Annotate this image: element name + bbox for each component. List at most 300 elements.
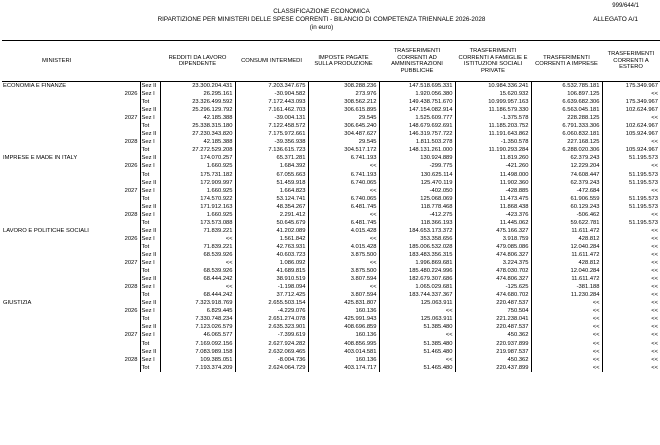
ministry-name: GIUSTIZIA: [3, 300, 32, 307]
table-row: [2, 171, 660, 179]
section-cell: Sez I: [140, 138, 160, 146]
trasf-fam-value: 3.918.759: [455, 235, 531, 243]
year-cell: 2027: [124, 332, 138, 339]
consumi-value: 2.651.274.078: [235, 315, 308, 323]
year-cell: [116, 195, 140, 203]
table-row: [2, 323, 660, 331]
imposte-value: 4.015.428: [308, 243, 379, 251]
section-cell: Sez I: [140, 90, 160, 98]
ministry-name: [2, 356, 116, 364]
trasf-est-value: <<: [651, 340, 658, 347]
ministry-name: [2, 114, 116, 122]
ministry-name: [2, 146, 116, 154]
imposte-value: 160.136: [308, 307, 379, 315]
redditi-value: 7.330.748.234: [160, 315, 235, 323]
year-cell: 2026: [124, 163, 138, 170]
consumi-value: -30.904.582: [235, 90, 308, 98]
ministry-name: [2, 283, 116, 291]
trasf-fam-value: 15.620.932: [455, 90, 531, 98]
trasf-est-value: <<: [651, 292, 658, 299]
trasf-amm-value: 51.465.480: [379, 364, 455, 372]
ministry-name: [2, 275, 116, 283]
year-cell: [116, 154, 140, 162]
trasf-fam-value: 474.680.702: [455, 291, 531, 299]
trasf-fam-value: 11.498.000: [455, 171, 531, 179]
imposte-value: 6.481.745: [308, 203, 379, 211]
trasf-est-value: <<: [651, 348, 658, 355]
trasf-imp-value: 106.897.125: [531, 90, 602, 98]
trasf-fam-value: 474.806.327: [455, 251, 531, 259]
year-cell: [116, 98, 140, 106]
trasf-amm-value: 1.065.029.681: [379, 283, 455, 291]
trasf-fam-value: 11.868.438: [455, 203, 531, 211]
classification-title: CLASSIFICAZIONE ECONOMICA: [273, 8, 370, 15]
trasf-imp-value: <<: [531, 299, 602, 307]
trasf-amm-value: 147.154.082.914: [379, 106, 455, 114]
year-cell: [116, 348, 140, 356]
consumi-value: 1.561.842: [235, 235, 308, 243]
consumi-value: 1.664.823: [235, 187, 308, 195]
consumi-value: -8.004.736: [235, 356, 308, 364]
table-row: [2, 195, 660, 203]
trasf-amm-value: -299.775: [379, 162, 455, 170]
year-cell: 2028: [124, 139, 138, 146]
consumi-value: 2.632.069.465: [235, 348, 308, 356]
trasf-amm-value: 118.778.468: [379, 203, 455, 211]
trasf-amm-value: 1.525.609.777: [379, 114, 455, 122]
trasf-amm-value: 148.131.261.000: [379, 146, 455, 154]
expenses-table: [2, 40, 660, 372]
table-row: [2, 356, 660, 364]
trasf-fam-value: 11.473.475: [455, 195, 531, 203]
year-cell: 2026: [124, 308, 138, 315]
trasf-imp-value: -472.684: [531, 187, 602, 195]
trasf-est-value: 51.195.573: [628, 219, 658, 226]
page-reference: 999/644/1: [612, 3, 639, 9]
year-cell: 2028: [124, 356, 138, 363]
trasf-fam-value: 11.902.360: [455, 179, 531, 187]
trasf-fam-value: 450.362: [455, 356, 531, 364]
redditi-value: 7.193.374.209: [160, 364, 235, 372]
section-cell: Tot: [140, 291, 160, 299]
imposte-value: 3.807.594: [308, 275, 379, 283]
year-cell: [116, 315, 140, 323]
trasf-amm-value: 184.653.173.372: [379, 227, 455, 235]
trasf-amm-value: 1.996.869.681: [379, 259, 455, 267]
year-cell: [116, 227, 140, 235]
trasf-fam-value: 11.191.643.862: [455, 130, 531, 138]
section-cell: Tot: [140, 340, 160, 348]
ministry-name: [2, 179, 116, 187]
col-ministeri: MINISTERI: [2, 41, 160, 82]
trasf-amm-value: -412.275: [379, 211, 455, 219]
trasf-est-value: <<: [651, 227, 658, 234]
trasf-fam-value: 220.937.899: [455, 340, 531, 348]
trasf-est-value: <<: [651, 316, 658, 323]
imposte-value: 304.517.172: [308, 146, 379, 154]
trasf-est-value: 51.195.573: [628, 203, 658, 210]
year-cell: [116, 171, 140, 179]
trasf-fam-value: -423.376: [455, 211, 531, 219]
redditi-value: 7.083.989.158: [160, 348, 235, 356]
trasf-imp-value: 12.040.284: [531, 243, 602, 251]
trasf-imp-value: <<: [531, 331, 602, 339]
trasf-imp-value: <<: [531, 364, 602, 372]
trasf-amm-value: -402.050: [379, 187, 455, 195]
redditi-value: 68.444.242: [160, 275, 235, 283]
section-cell: Sez II: [140, 299, 160, 307]
redditi-value: 7.323.918.769: [160, 299, 235, 307]
trasf-est-value: <<: [651, 276, 658, 283]
table-row: [2, 243, 660, 251]
trasf-amm-value: 125.068.069: [379, 195, 455, 203]
ministry-name: [2, 323, 116, 331]
trasf-est-value: 51.195.573: [628, 195, 658, 202]
trasf-fam-value: -428.885: [455, 187, 531, 195]
trasf-est-value: <<: [651, 187, 658, 194]
trasf-est-value: 175.349.967: [625, 99, 658, 106]
col-trasf-famiglie: TRASFERIMENTI CORRENTI A FAMIGLIE E ISTITUZIONI SOCIALI PRIVATE: [455, 41, 531, 82]
redditi-value: 42.185.388: [160, 138, 235, 146]
imposte-value: 304.487.627: [308, 130, 379, 138]
ministry-name: [2, 348, 116, 356]
table-row: [2, 291, 660, 299]
consumi-value: 7.161.462.703: [235, 106, 308, 114]
consumi-value: 53.124.741: [235, 195, 308, 203]
imposte-value: 29.545: [308, 114, 379, 122]
consumi-value: -4.229.076: [235, 307, 308, 315]
ministry-name: LAVORO E POLITICHE SOCIALI: [3, 227, 89, 234]
consumi-value: 2.291.412: [235, 211, 308, 219]
consumi-value: 37.712.425: [235, 291, 308, 299]
redditi-value: 7.123.026.579: [160, 323, 235, 331]
trasf-imp-value: 60.129.243: [531, 203, 602, 211]
trasf-est-value: <<: [651, 243, 658, 250]
section-cell: Sez II: [140, 82, 160, 91]
year-cell: [116, 179, 140, 187]
trasf-fam-value: 10.984.336.241: [455, 82, 531, 91]
redditi-value: 42.185.388: [160, 114, 235, 122]
trasf-imp-value: 61.906.559: [531, 195, 602, 203]
trasf-est-value: <<: [651, 364, 658, 371]
year-cell: 2026: [124, 235, 138, 242]
redditi-value: 1.660.925: [160, 162, 235, 170]
table-row: [2, 82, 660, 91]
section-cell: Sez II: [140, 227, 160, 235]
section-cell: Sez II: [140, 130, 160, 138]
redditi-value: <<: [160, 235, 235, 243]
trasf-fam-value: 3.224.375: [455, 259, 531, 267]
redditi-value: 174.570.922: [160, 195, 235, 203]
section-cell: Sez I: [140, 259, 160, 267]
trasf-imp-value: 428.812: [531, 235, 602, 243]
trasf-imp-value: 11.611.472: [531, 251, 602, 259]
col-trasf-estero: TRASFERIMENTI CORRENTI A ESTERO: [602, 41, 660, 82]
ministry-name: [2, 195, 116, 203]
section-cell: Sez II: [140, 251, 160, 259]
trasf-imp-value: 6.532.785.181: [531, 82, 602, 91]
trasf-est-value: 51.195.573: [628, 171, 658, 178]
currency-note: (in euro): [309, 24, 334, 32]
section-cell: Sez II: [140, 179, 160, 187]
trasf-amm-value: 185.480.224.996: [379, 267, 455, 275]
consumi-value: 41.202.089: [235, 227, 308, 235]
imposte-value: 6.741.193: [308, 171, 379, 179]
ministry-name: [2, 251, 116, 259]
trasf-amm-value: 149.438.751.670: [379, 98, 455, 106]
section-cell: Sez II: [140, 348, 160, 356]
trasf-imp-value: 12.229.204: [531, 162, 602, 170]
imposte-value: 6.741.193: [308, 154, 379, 162]
trasf-amm-value: 182.679.307.686: [379, 275, 455, 283]
table-row: [2, 138, 660, 146]
document-header: [0, 8, 643, 33]
trasf-imp-value: 11.611.472: [531, 227, 602, 235]
ministry-name: [2, 307, 116, 315]
col-imposte: IMPOSTE PAGATE SULLA PRODUZIONE: [308, 41, 379, 82]
redditi-value: 1.660.925: [160, 211, 235, 219]
trasf-amm-value: 51.465.480: [379, 348, 455, 356]
consumi-value: 67.055.663: [235, 171, 308, 179]
trasf-fam-value: 474.806.327: [455, 275, 531, 283]
section-cell: Sez II: [140, 275, 160, 283]
imposte-value: 308.288.236: [308, 82, 379, 91]
consumi-value: 7.203.347.675: [235, 82, 308, 91]
table-row: [2, 227, 660, 235]
trasf-imp-value: -381.188: [531, 283, 602, 291]
year-cell: [116, 364, 140, 372]
ministry-name: [2, 331, 116, 339]
section-cell: Tot: [140, 122, 160, 130]
redditi-value: 27.272.529.208: [160, 146, 235, 154]
table-row: [2, 106, 660, 114]
ministry-name: [2, 315, 116, 323]
trasf-fam-value: -1.375.578: [455, 114, 531, 122]
imposte-value: <<: [308, 235, 379, 243]
trasf-amm-value: 183.483.356.315: [379, 251, 455, 259]
ministry-name: [2, 219, 116, 227]
year-cell: [116, 106, 140, 114]
col-consumi: CONSUMI INTERMEDI: [235, 41, 308, 82]
imposte-value: 4.015.428: [308, 227, 379, 235]
imposte-value: <<: [308, 162, 379, 170]
table-row: [2, 299, 660, 307]
consumi-value: 1.684.392: [235, 162, 308, 170]
imposte-value: 6.740.065: [308, 195, 379, 203]
section-cell: Sez I: [140, 331, 160, 339]
trasf-amm-value: 147.518.695.331: [379, 82, 455, 91]
consumi-value: 51.459.918: [235, 179, 308, 187]
trasf-imp-value: <<: [531, 348, 602, 356]
redditi-value: 25.338.315.180: [160, 122, 235, 130]
table-row: [2, 98, 660, 106]
trasf-amm-value: 130.625.114: [379, 171, 455, 179]
trasf-imp-value: 62.379.243: [531, 179, 602, 187]
imposte-value: 29.545: [308, 138, 379, 146]
section-cell: Sez I: [140, 211, 160, 219]
trasf-est-value: <<: [651, 308, 658, 315]
section-cell: Sez I: [140, 283, 160, 291]
trasf-est-value: 102.624.967: [625, 107, 658, 114]
year-cell: 2027: [124, 187, 138, 194]
trasf-amm-value: 185.006.532.028: [379, 243, 455, 251]
imposte-value: 3.807.594: [308, 291, 379, 299]
trasf-imp-value: 59.622.781: [531, 219, 602, 227]
section-cell: Sez II: [140, 203, 160, 211]
col-trasf-amministrazioni: TRASFERIMENTI CORRENTI AD AMMINISTRAZIONI PUBBLICHE: [379, 41, 455, 82]
trasf-imp-value: 62.379.243: [531, 154, 602, 162]
trasf-fam-value: 220.487.537: [455, 323, 531, 331]
ministry-name: [2, 90, 116, 98]
consumi-value: 1.086.092: [235, 259, 308, 267]
consumi-value: 38.910.519: [235, 275, 308, 283]
consumi-value: 7.122.458.572: [235, 122, 308, 130]
consumi-value: 41.689.815: [235, 267, 308, 275]
year-cell: [116, 291, 140, 299]
trasf-est-value: <<: [651, 139, 658, 146]
trasf-fam-value: 220.487.537: [455, 299, 531, 307]
trasf-fam-value: 11.445.062: [455, 219, 531, 227]
imposte-value: 308.562.212: [308, 98, 379, 106]
trasf-imp-value: <<: [531, 307, 602, 315]
year-cell: [116, 82, 140, 91]
imposte-value: 3.875.500: [308, 251, 379, 259]
ministry-name: ECONOMIA E FINANZE: [2, 82, 116, 91]
imposte-value: 403.014.581: [308, 348, 379, 356]
redditi-value: 171.912.163: [160, 203, 235, 211]
trasf-est-value: <<: [651, 268, 658, 275]
section-cell: Tot: [140, 98, 160, 106]
trasf-amm-value: 1.811.503.278: [379, 138, 455, 146]
year-cell: 2027: [124, 115, 138, 122]
year-cell: [116, 299, 140, 307]
redditi-value: 23.326.499.592: [160, 98, 235, 106]
trasf-amm-value: <<: [379, 356, 455, 364]
ministry-name: [2, 130, 116, 138]
trasf-fam-value: 11.186.579.330: [455, 106, 531, 114]
ministry-name: [2, 106, 116, 114]
table-row: [2, 331, 660, 339]
ministry-name: [2, 98, 116, 106]
trasf-fam-value: 450.362: [455, 331, 531, 339]
ministry-name: [2, 122, 116, 130]
redditi-value: 25.296.129.792: [160, 106, 235, 114]
year-cell: [116, 251, 140, 259]
consumi-value: -7.399.619: [235, 331, 308, 339]
trasf-imp-value: 6.563.045.181: [531, 106, 602, 114]
trasf-est-value: 175.349.967: [602, 82, 660, 91]
trasf-amm-value: 118.366.193: [379, 219, 455, 227]
section-cell: Tot: [140, 195, 160, 203]
ministry-name: [2, 267, 116, 275]
redditi-value: 26.295.161: [160, 90, 235, 98]
imposte-value: 160.136: [308, 356, 379, 364]
redditi-value: 173.573.088: [160, 219, 235, 227]
ministry-name: IMPRESE E MADE IN ITALY: [3, 155, 78, 162]
imposte-value: 6.740.065: [308, 179, 379, 187]
table-row: [2, 307, 660, 315]
consumi-value: 2.635.323.901: [235, 323, 308, 331]
trasf-amm-value: 125.063.911: [379, 315, 455, 323]
section-cell: Tot: [140, 171, 160, 179]
consumi-value: 7.136.615.723: [235, 146, 308, 154]
trasf-amm-value: <<: [379, 331, 455, 339]
trasf-amm-value: 125.470.119: [379, 179, 455, 187]
header-row: [2, 41, 660, 82]
trasf-est-value: <<: [651, 332, 658, 339]
trasf-est-value: <<: [651, 300, 658, 307]
table-row: [2, 340, 660, 348]
year-cell: [116, 267, 140, 275]
trasf-est-value: 51.195.573: [628, 155, 658, 162]
trasf-amm-value: 148.679.692.691: [379, 122, 455, 130]
redditi-value: 1.660.925: [160, 187, 235, 195]
imposte-value: 408.696.859: [308, 323, 379, 331]
section-cell: Tot: [140, 267, 160, 275]
trasf-est-value: <<: [651, 163, 658, 170]
redditi-value: 68.539.926: [160, 251, 235, 259]
table-row: [2, 235, 660, 243]
ministry-name: [2, 259, 116, 267]
trasf-est-value: <<: [651, 235, 658, 242]
year-cell: [116, 243, 140, 251]
trasf-fam-value: 220.437.899: [455, 364, 531, 372]
trasf-amm-value: 130.924.889: [379, 154, 455, 162]
attachment-label: ALLEGATO A/1: [593, 16, 638, 23]
section-cell: Tot: [140, 243, 160, 251]
year-cell: [116, 146, 140, 154]
trasf-imp-value: <<: [531, 356, 602, 364]
table-row: [2, 146, 660, 154]
trasf-imp-value: 11.611.472: [531, 275, 602, 283]
consumi-value: 50.645.679: [235, 219, 308, 227]
trasf-amm-value: <<: [379, 307, 455, 315]
trasf-est-value: <<: [651, 211, 658, 218]
redditi-value: 174.070.257: [160, 154, 235, 162]
table-row: [2, 259, 660, 267]
section-cell: Tot: [140, 364, 160, 372]
year-cell: 2026: [124, 91, 138, 98]
consumi-value: 42.763.931: [235, 243, 308, 251]
table-row: [2, 162, 660, 170]
trasf-fam-value: 10.999.957.163: [455, 98, 531, 106]
ministry-name: [2, 203, 116, 211]
consumi-value: 2.624.064.729: [235, 364, 308, 372]
imposte-value: 306.645.240: [308, 122, 379, 130]
trasf-est-value: <<: [651, 251, 658, 258]
trasf-imp-value: <<: [531, 323, 602, 331]
trasf-fam-value: 219.987.537: [455, 348, 531, 356]
consumi-value: -1.198.094: [235, 283, 308, 291]
imposte-value: 3.875.500: [308, 267, 379, 275]
table-row: [2, 203, 660, 211]
section-cell: Sez I: [140, 187, 160, 195]
ministry-name: [2, 340, 116, 348]
table-row: [2, 348, 660, 356]
year-cell: [116, 219, 140, 227]
table-row: [2, 187, 660, 195]
redditi-value: <<: [160, 259, 235, 267]
year-cell: [116, 203, 140, 211]
table-row: [2, 315, 660, 323]
table-row: [2, 251, 660, 259]
trasf-amm-value: 1.920.056.380: [379, 90, 455, 98]
trasf-imp-value: 6.288.020.306: [531, 146, 602, 154]
trasf-imp-value: 227.168.125: [531, 138, 602, 146]
ministry-name: [2, 171, 116, 179]
trasf-amm-value: 51.385.480: [379, 340, 455, 348]
section-cell: Tot: [140, 219, 160, 227]
